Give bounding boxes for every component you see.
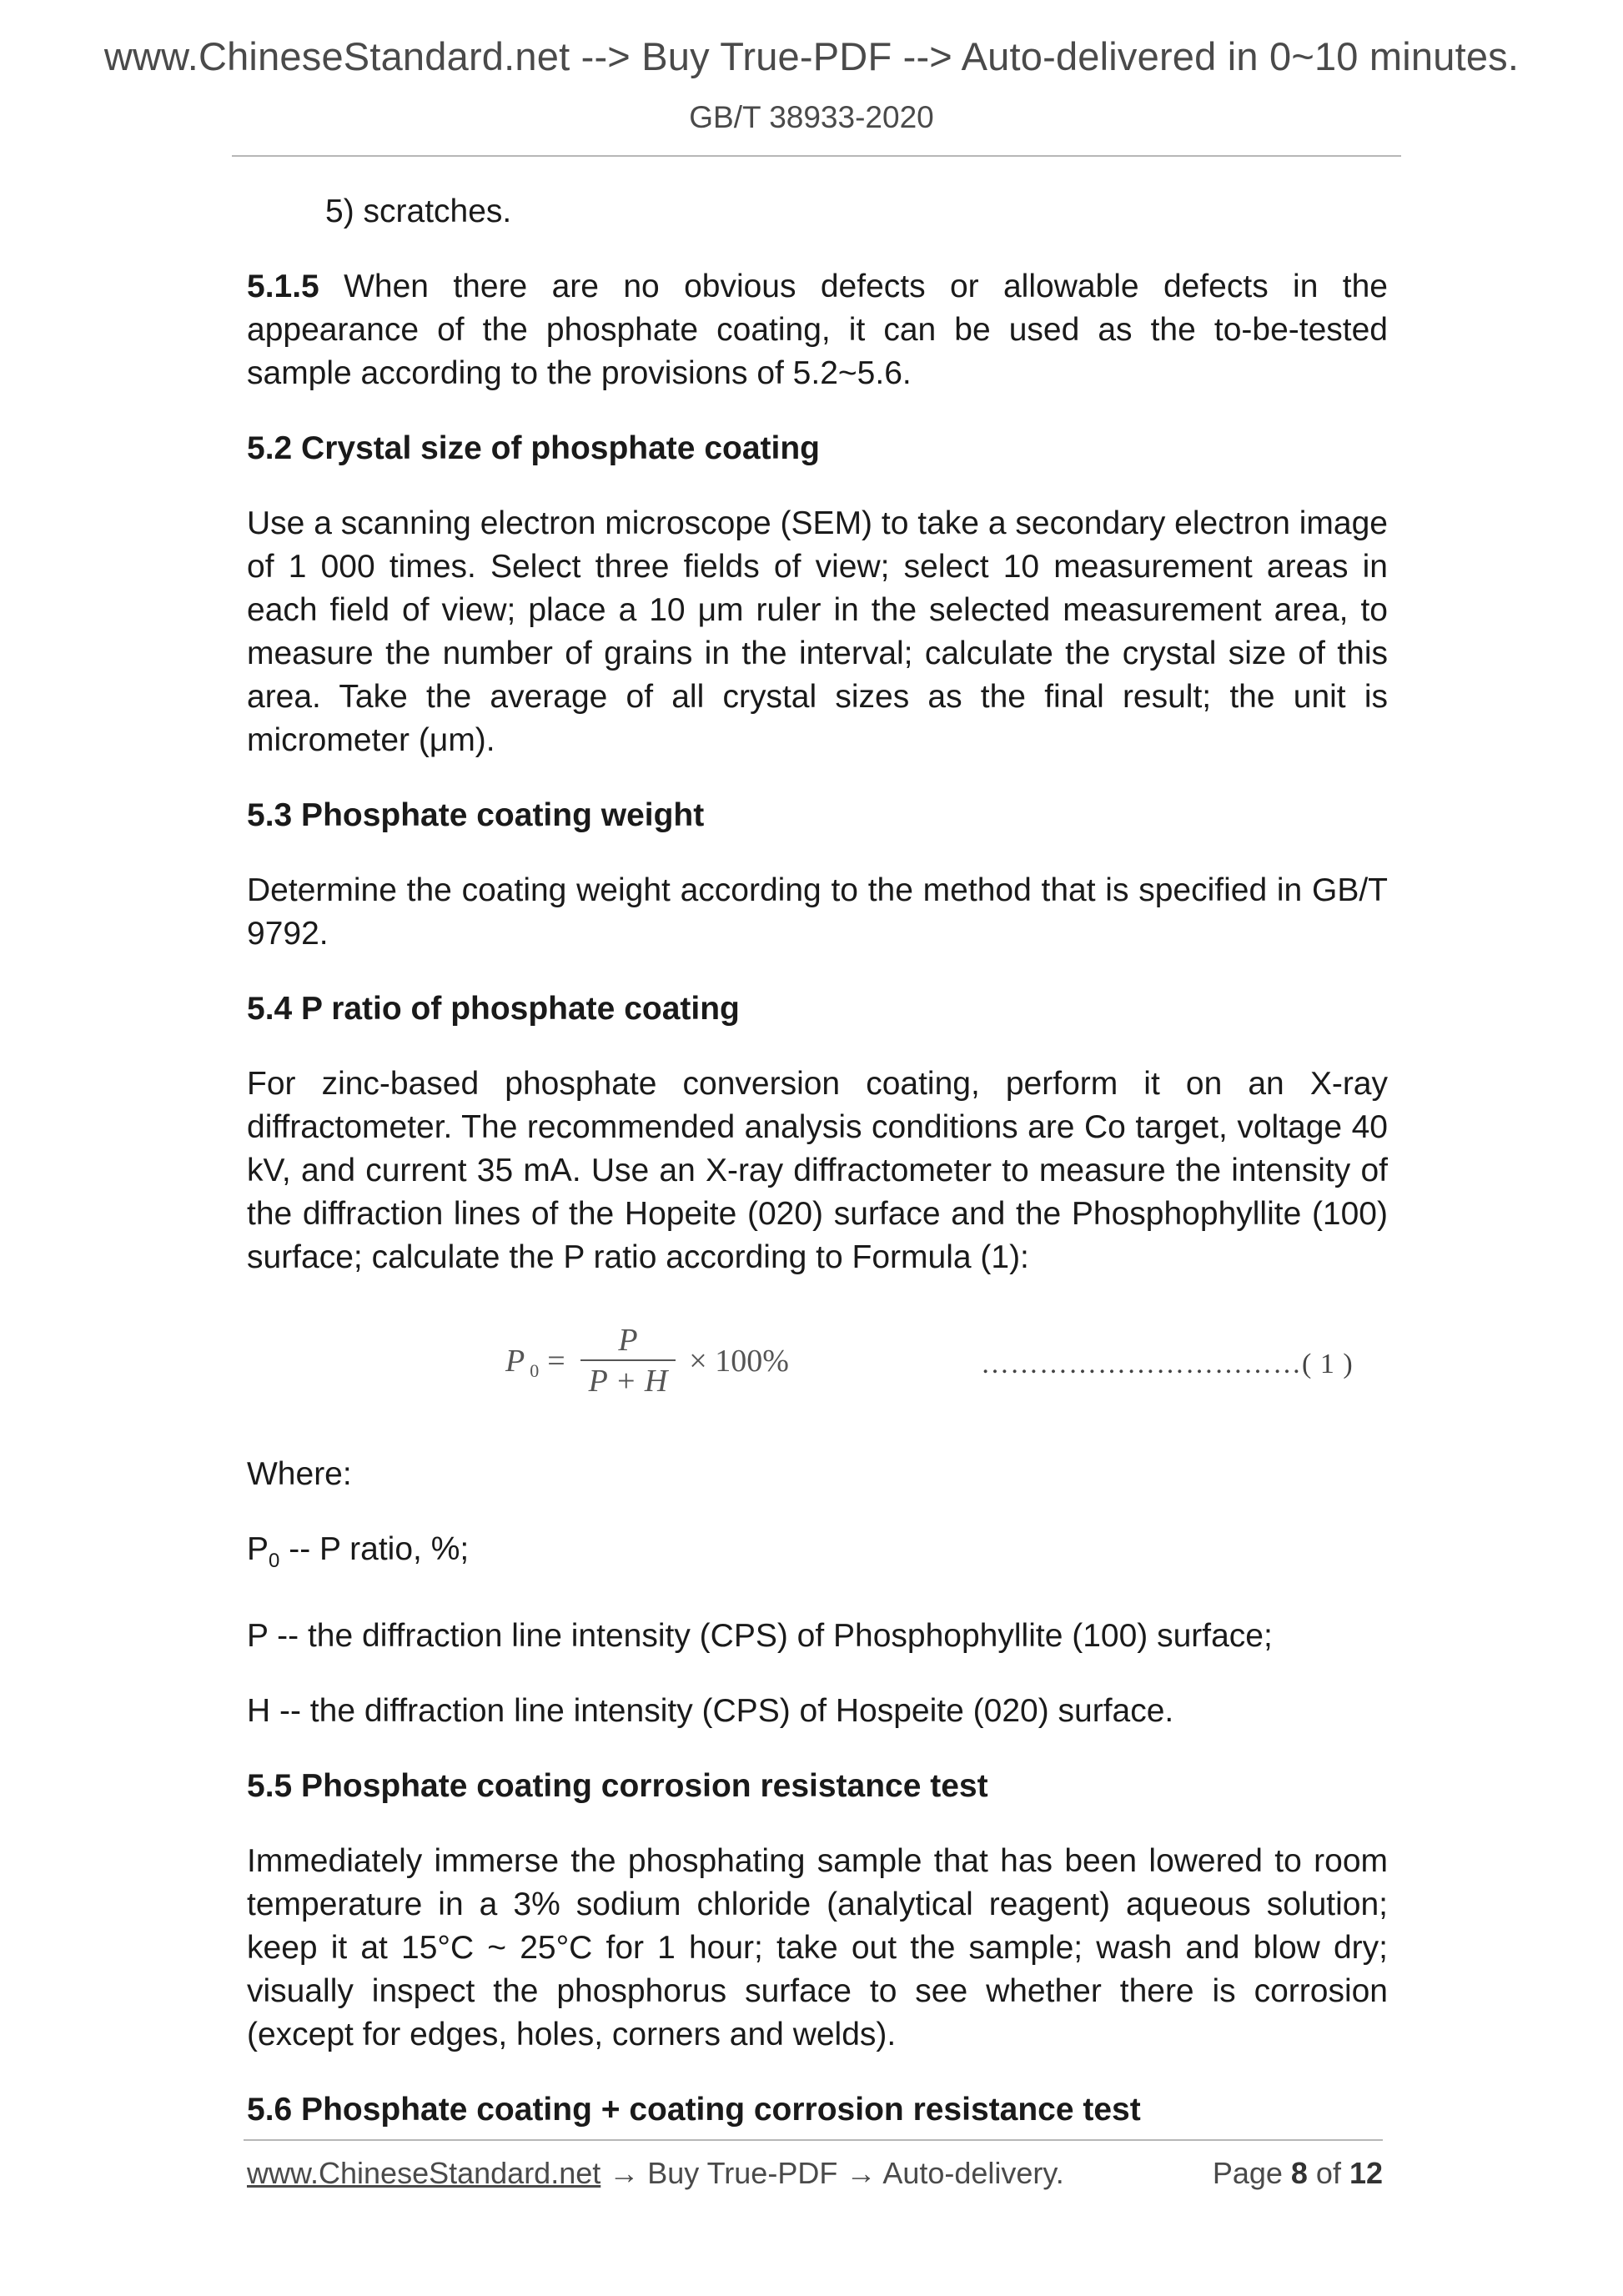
footer-website-link[interactable]: www.ChineseStandard.net (247, 2156, 601, 2190)
page-indicator (1213, 2156, 1383, 2191)
top-banner: www.ChineseStandard.net --> Buy True-PDF --> Auto-delivered in 0~10 minutes. (103, 34, 1520, 78)
definition-h: H -- the diffraction line intensity (CPS) of Hospeite (020) surface. (247, 1692, 1174, 1729)
formula-numerator: P (618, 1323, 638, 1358)
paragraph-5-4: For zinc-based phosphate conversion coating, perform it on an X-ray diffractometer. The recommended analysis conditions are Co target, voltage 40 kV, and current 35 mA. Use an X-ray diffractometer to measure the intensity of the diffraction lines of the Hopeite (020) surface and the Phosphophyllite (100) surface; calculate the P ratio according to Formula (1): (247, 1066, 1388, 1275)
page-body (247, 190, 1388, 2163)
formula-fraction (580, 1321, 676, 1401)
formula-expression (505, 1311, 789, 1411)
footer-left (247, 2156, 1064, 2191)
definition-p0-subscript: 0 (269, 1549, 280, 1572)
header-divider (232, 155, 1401, 157)
footer-divider (244, 2139, 1383, 2141)
list-item-scratches: 5) scratches. (325, 193, 512, 229)
footer-tagline: → Buy True-PDF → Auto-delivery. (600, 2156, 1064, 2190)
page-footer (247, 2156, 1383, 2191)
clause-5-1-5 (247, 265, 1388, 395)
page-word: Page (1212, 2156, 1291, 2190)
definition-p0-variable: P (247, 1531, 269, 1567)
document-code: GB/T 38933-2020 (689, 100, 934, 134)
formula-lhs-subscript: 0 (530, 1360, 540, 1381)
page-of: of (1307, 2156, 1349, 2190)
formula-equals: = (547, 1344, 565, 1379)
page-total: 12 (1349, 2156, 1383, 2190)
definition-p0 (247, 1528, 1388, 1583)
section-heading-5-2: 5.2 Crystal size of phosphate coating (247, 430, 820, 466)
section-heading-5-4: 5.4 P ratio of phosphate coating (247, 991, 740, 1027)
formula-multiplier: × 100% (689, 1344, 789, 1379)
where-label: Where: (247, 1456, 352, 1492)
section-heading-5-5: 5.5 Phosphate coating corrosion resistance test (247, 1767, 988, 1804)
clause-number: 5.1.5 (247, 269, 319, 304)
formula-1 (247, 1311, 1388, 1411)
formula-denominator: P + H (580, 1359, 676, 1401)
formula-reference-number: ……………………………( 1 ) (981, 1349, 1354, 1379)
clause-text: When there are no obvious defects or allowable defects in the appearance of the phosphate coating, it can be used as the to-be-tested sample according to the provisions of 5.2~5.6. (247, 269, 1388, 391)
paragraph-5-5: Immediately immerse the phosphating sample that has been lowered to room temperature in a 3% sodium chloride (analytical reagent) aqueous solution; keep it at 15°C ~ 25°C for 1 hour; take out the sample; wash and blow dry; visually inspect the phosphorus surface to see whether there is corrosion (except for edges, holes, corners and welds). (247, 1842, 1388, 2052)
definition-p: P -- the diffraction line intensity (CPS) of Phosphophyllite (100) surface; (247, 1617, 1273, 1654)
paragraph-5-3: Determine the coating weight according to the method that is specified in GB/T 9792. (247, 872, 1388, 952)
page-current: 8 (1290, 2156, 1308, 2190)
paragraph-5-2: Use a scanning electron microscope (SEM) to take a secondary electron image of 1 000 times. Select three fields of view; select 10 measurement areas in each field of view; place a 10 μm ruler in the selected measurement area, to measure the number of grains in the interval; calculate the crystal size of this area. Take the average of all crystal sizes as the final result; the unit is micrometer (μm). (247, 505, 1388, 758)
section-heading-5-6: 5.6 Phosphate coating + coating corrosion resistance test (247, 2091, 1141, 2128)
definition-p0-text: -- P ratio, %; (279, 1531, 470, 1567)
formula-lhs-variable: P (505, 1344, 525, 1379)
section-heading-5-3: 5.3 Phosphate coating weight (247, 797, 705, 833)
